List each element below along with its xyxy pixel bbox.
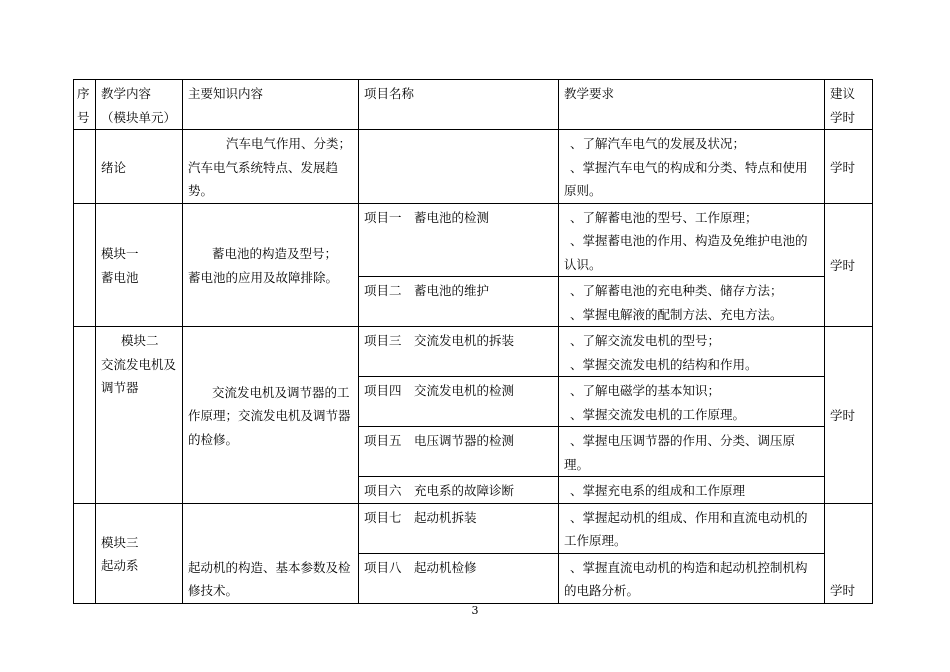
project-2-requirement-cell: 、了解蓄电池的充电种类、储存方法； 、掌握电解液的配制方法、充电方法。 <box>559 277 825 327</box>
page-number: 3 <box>471 604 479 617</box>
intro-content-cell: 绪论 <box>96 130 183 204</box>
project-5-cell: 项目五 电压调节器的检测 <box>359 427 559 477</box>
table-row-module-2 <box>74 327 873 377</box>
project-4-cell: 项目四 交流发电机的检测 <box>359 377 559 427</box>
project-6-requirement-cell: 、掌握充电系的组成和工作原理 <box>559 477 825 504</box>
module2-knowledge-cell: 交流发电机及调节器的工作原理；交流发电机及调节器的检修。 <box>183 327 359 504</box>
header-num-cell: 序 号 <box>74 80 96 130</box>
header-knowledge-cell: 主要知识内容 <box>183 80 359 130</box>
row-num-cell <box>74 327 96 504</box>
intro-knowledge-cell: 汽车电气作用、分类； 汽车电气系统特点、发展趋势。 <box>183 130 359 204</box>
table-row-module-1 <box>74 203 873 277</box>
row-num-cell <box>74 503 96 603</box>
project-1-requirement-cell: 、了解蓄电池的型号、工作原理； 、掌握蓄电池的作用、构造及免维护电池的认识。 <box>559 203 825 277</box>
row-num-cell <box>74 130 96 204</box>
project-1-cell: 项目一 蓄电池的检测 <box>359 203 559 277</box>
syllabus-table <box>73 79 873 604</box>
module2-hours-cell: 学时 <box>825 327 873 504</box>
project-8-requirement-cell: 、掌握直流电动机的构造和起动机控制机构的电路分析。 <box>559 553 825 603</box>
project-2-cell: 项目二 蓄电池的维护 <box>359 277 559 327</box>
table-row-intro <box>74 130 873 204</box>
project-7-requirement-cell: 、掌握起动机的组成、作用和直流电动机的工作原理。 <box>559 503 825 553</box>
module1-hours-cell: 学时 <box>825 203 873 327</box>
intro-hours-cell: 学时 <box>825 130 873 204</box>
module3-hours-cell: 学时 <box>825 503 873 603</box>
project-4-requirement-cell: 、了解电磁学的基本知识； 、掌握交流发电机的工作原理。 <box>559 377 825 427</box>
intro-project-cell <box>359 130 559 204</box>
table-header-row <box>74 80 873 130</box>
project-8-cell: 项目八 起动机检修 <box>359 553 559 603</box>
header-hours-cell: 建议 学时 <box>825 80 873 130</box>
project-3-requirement-cell: 、了解交流发电机的型号； 、掌握交流发电机的结构和作用。 <box>559 327 825 377</box>
header-requirement-cell: 教学要求 <box>559 80 825 130</box>
project-3-cell: 项目三 交流发电机的拆装 <box>359 327 559 377</box>
header-project-cell: 项目名称 <box>359 80 559 130</box>
row-num-cell <box>74 203 96 327</box>
project-5-requirement-cell: 、掌握电压调节器的作用、分类、调压原理。 <box>559 427 825 477</box>
module3-content-cell: 模块三 起动系 <box>96 503 183 603</box>
table-row-module-3 <box>74 503 873 553</box>
project-7-cell: 项目七 起动机拆装 <box>359 503 559 553</box>
module2-content-cell: 模块二 交流发电机及调节器 <box>96 327 183 504</box>
header-content-cell: 教学内容 （模块单元） <box>96 80 183 130</box>
module1-content-cell: 模块一 蓄电池 <box>96 203 183 327</box>
intro-requirement-cell: 、了解汽车电气的发展及状况； 、掌握汽车电气的构成和分类、特点和使用原则。 <box>559 130 825 204</box>
module1-knowledge-cell: 蓄电池的构造及型号； 蓄电池的应用及故障排除。 <box>183 203 359 327</box>
project-6-cell: 项目六 充电系的故障诊断 <box>359 477 559 504</box>
module3-knowledge-cell: 起动机的构造、基本参数及检修技术。 <box>183 503 359 603</box>
